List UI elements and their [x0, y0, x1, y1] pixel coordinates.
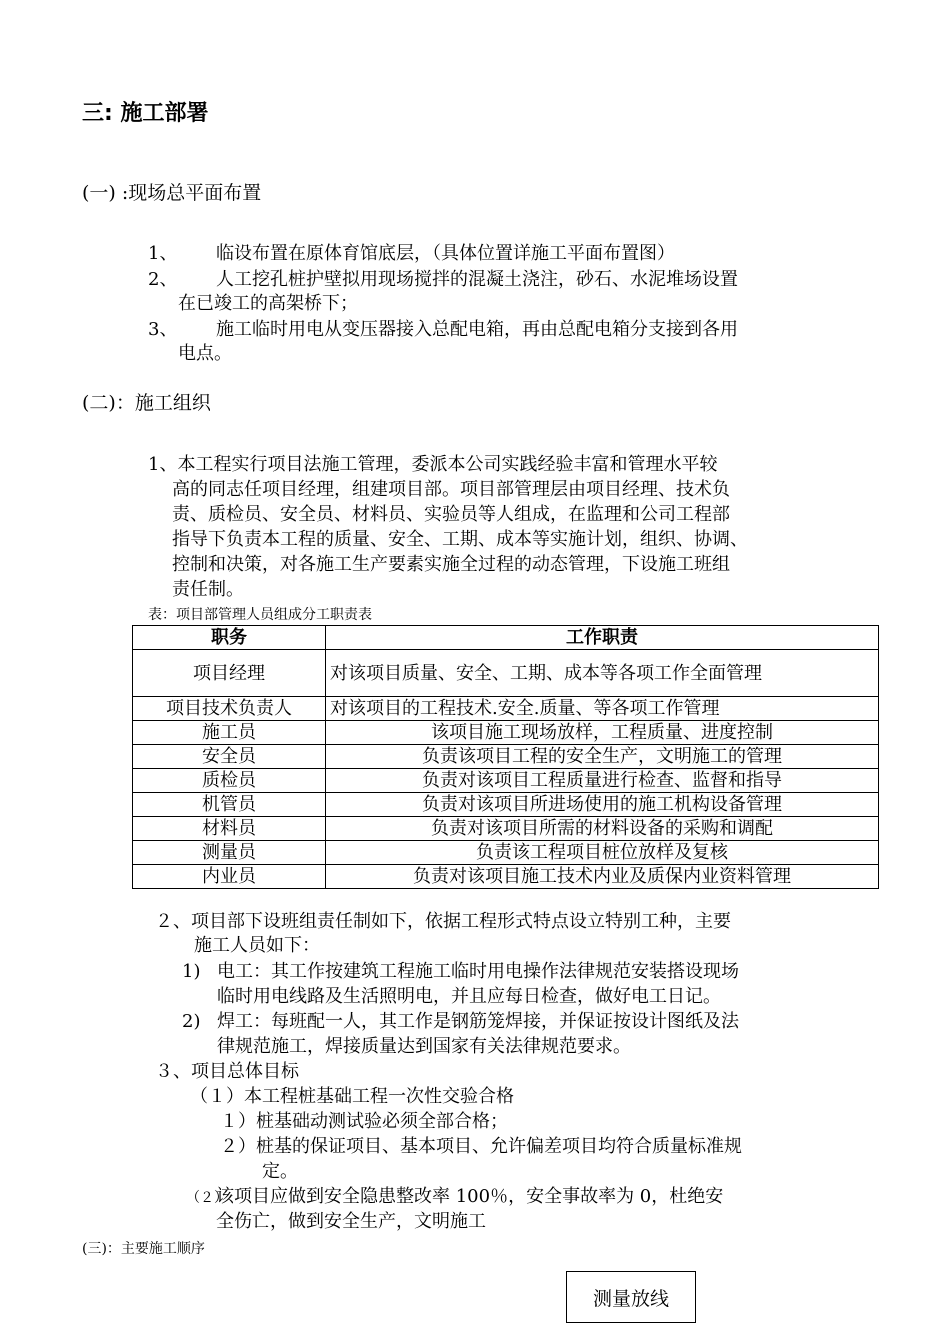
- goal2-num: （２）: [186, 1190, 228, 1206]
- duty-cell: 对该项目的工程技术.安全.质量、等各项工作管理: [326, 697, 879, 721]
- table-row: [133, 793, 879, 817]
- role-cell: 安全员: [133, 745, 326, 769]
- header-role: 职务: [133, 626, 326, 650]
- s1-item3-text-cont: 电点。: [178, 343, 232, 364]
- goal1-item: １）桩基础动测试验必须全部合格；: [220, 1111, 508, 1132]
- goal2-text-cont: 全伤亡，做到安全生产，文明施工: [216, 1211, 486, 1232]
- s1-item2-text: 人工挖孔桩护壁拟用现场搅拌的混凝土浇注，砂石、水泥堆场设置: [216, 269, 738, 290]
- section3-title: (三)：主要施工顺序: [82, 1241, 205, 1257]
- role-cell: 质检员: [133, 769, 326, 793]
- table-row: [133, 841, 879, 865]
- table-row: [133, 865, 879, 889]
- goal1: （１）本工程桩基础工程一次性交验合格: [190, 1086, 514, 1107]
- table-row: [133, 769, 879, 793]
- duty-cell: 负责对该项目所进场使用的施工机构设备管理: [326, 793, 879, 817]
- sub2-text-cont: 律规范施工，焊接质量达到国家有关法律规范要求。: [217, 1036, 631, 1057]
- sub1-text-cont: 临时用电线路及生活照明电，并且应每日检查，做好电工日记。: [217, 986, 721, 1007]
- s2-para2-line: ２、项目部下设班组责任制如下，依据工程形式特点设立特别工种，主要: [155, 911, 731, 932]
- table-row: [133, 745, 879, 769]
- role-cell: 机管员: [133, 793, 326, 817]
- duty-cell: 负责对该项目施工技术内业及质保内业资料管理: [326, 865, 879, 889]
- s2-para2-line: 施工人员如下：: [194, 935, 320, 956]
- page-title: 三: 施工部署: [82, 101, 209, 126]
- header-duty: 工作职责: [326, 626, 879, 650]
- sub2-num: 2): [182, 1011, 201, 1032]
- section1-title: (一) :现场总平面布置: [82, 182, 262, 204]
- s2-para1-line: 高的同志任项目经理，组建项目部。项目部管理层由项目经理、技术负: [172, 479, 730, 500]
- role-cell: 项目经理: [133, 650, 326, 697]
- table-row: [133, 697, 879, 721]
- goal2-text: 该项目应做到安全隐患整改率 100％，安全事故率为 0，杜绝安: [216, 1186, 724, 1207]
- s2-para1-line: 指导下负责本工程的质量、安全、工期、成本等实施计划，组织、协调、: [172, 529, 748, 550]
- s1-item2-text-cont: 在已竣工的高架桥下；: [178, 293, 358, 314]
- goal1-item: ２）桩基的保证项目、基本项目、允许偏差项目均符合质量标准规: [220, 1136, 742, 1157]
- sub1-text: 电工：其工作按建筑工程施工临时用电操作法律规范安装搭设现场: [217, 961, 739, 982]
- sub2-text: 焊工：每班配一人，其工作是钢筋笼焊接，并保证按设计图纸及法: [217, 1011, 739, 1032]
- s1-item3-num: 3、: [148, 319, 178, 340]
- s1-item3-text: 施工临时用电从变压器接入总配电箱，再由总配电箱分支接到各用: [216, 319, 738, 340]
- sub1-num: 1): [182, 961, 201, 982]
- duty-table: [132, 625, 879, 889]
- table-caption: 表：项目部管理人员组成分工职责表: [148, 607, 372, 623]
- role-cell: 测量员: [133, 841, 326, 865]
- s1-item1-text: 临设布置在原体育馆底层，（具体位置详施工平面布置图）: [216, 243, 675, 264]
- s1-item1-num: 1、: [148, 243, 178, 264]
- table-row: [133, 817, 879, 841]
- section2-title: (二)：施工组织: [82, 392, 211, 414]
- duty-cell: 负责该工程项目桩位放样及复核: [326, 841, 879, 865]
- duty-cell: 负责对该项目工程质量进行检查、监督和指导: [326, 769, 879, 793]
- goal-title: ３、项目总体目标: [155, 1061, 299, 1082]
- s2-para1-line: 控制和决策，对各施工生产要素实施全过程的动态管理，下设施工班组: [172, 554, 730, 575]
- table-header-row: [133, 626, 879, 650]
- s2-para1-line: 1、本工程实行项目法施工管理，委派本公司实践经验丰富和管理水平较: [148, 454, 718, 475]
- s2-para1-line: 责、质检员、安全员、材料员、实验员等人组成，在监理和公司工程部: [172, 504, 730, 525]
- flow-box-survey: 测量放线: [566, 1271, 696, 1323]
- role-cell: 材料员: [133, 817, 326, 841]
- goal1-item-cont: 定。: [262, 1161, 298, 1182]
- role-cell: 施工员: [133, 721, 326, 745]
- s1-item2-num: 2、: [148, 269, 178, 290]
- role-cell: 项目技术负责人: [133, 697, 326, 721]
- table-row: [133, 721, 879, 745]
- table-row: [133, 650, 879, 697]
- s2-para1-line: 责任制。: [172, 579, 244, 600]
- duty-cell: 负责对该项目所需的材料设备的采购和调配: [326, 817, 879, 841]
- duty-cell: 负责该项目工程的安全生产，文明施工的管理: [326, 745, 879, 769]
- duty-cell: 对该项目质量、安全、工期、成本等各项工作全面管理: [326, 650, 879, 697]
- role-cell: 内业员: [133, 865, 326, 889]
- duty-cell: 该项目施工现场放样，工程质量、进度控制: [326, 721, 879, 745]
